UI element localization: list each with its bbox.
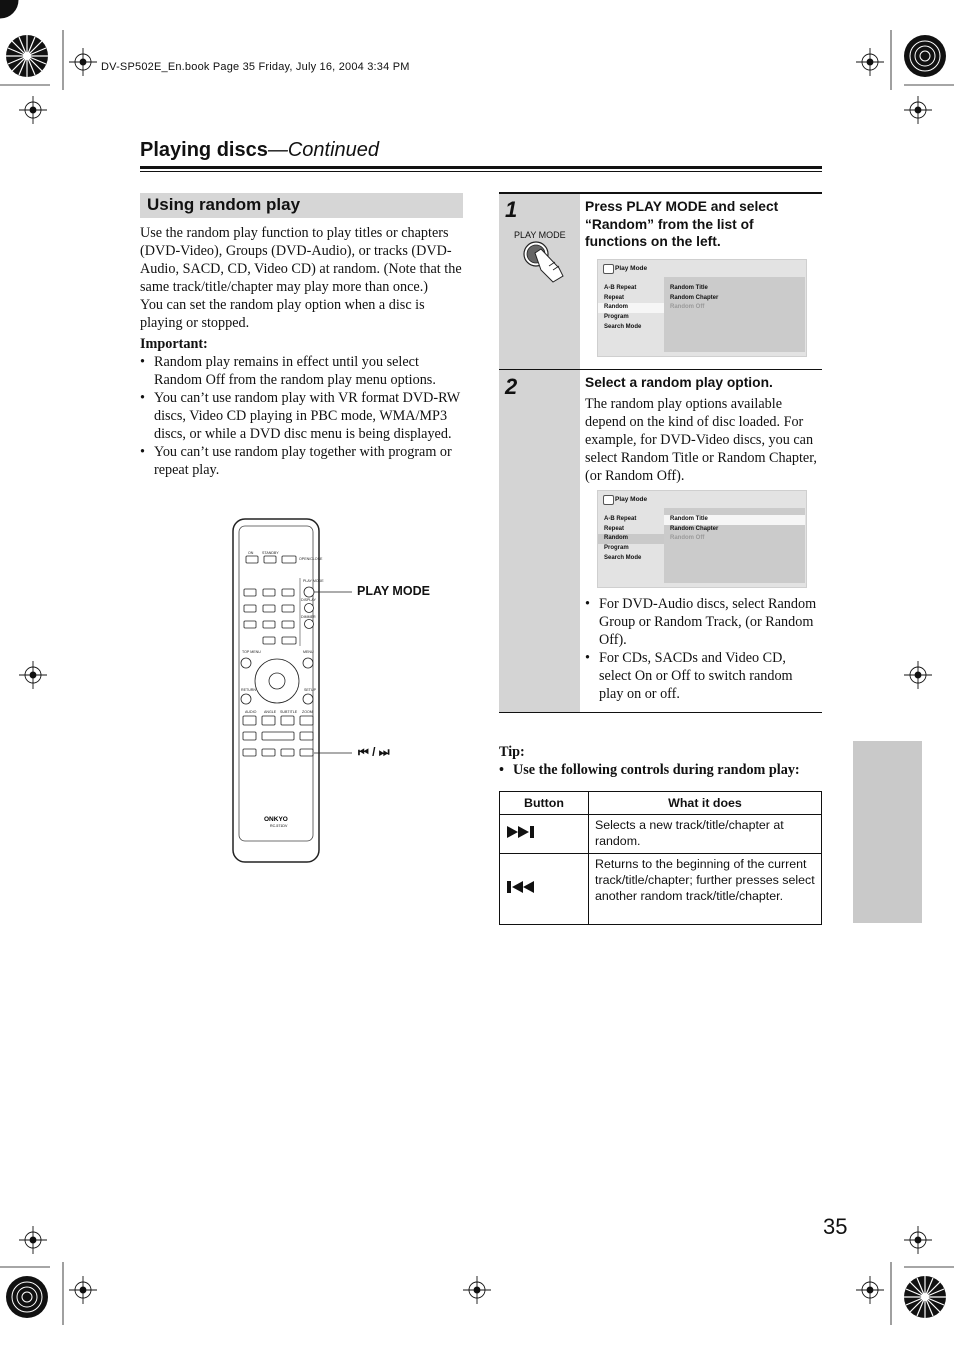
- tip-label: Tip:: [499, 744, 525, 760]
- label-return: RETURN: [241, 688, 256, 692]
- important-item: • You can’t use random play together with program or repeat play.: [140, 443, 462, 479]
- play-mode-button-label: PLAY MODE: [514, 230, 566, 240]
- label-standby: STANDBY: [262, 551, 279, 555]
- important-item: • You can’t use random play with VR format DVD-RW discs, Video CD playing in PBC mode, WMA/MP3 discs, or while a DVD disc menu is being displayed.: [140, 389, 462, 443]
- label-zoom: ZOOM: [302, 710, 313, 714]
- callout-skip-buttons: ⏮ / ⏭: [358, 745, 390, 759]
- label-menu: MENU: [303, 650, 314, 654]
- table-header-row: [500, 792, 822, 815]
- tip-list: [499, 761, 822, 779]
- remote-control-illustration: [232, 518, 432, 866]
- osd-play-mode-step2: [597, 490, 807, 588]
- osd-menu-item-selected: Random: [598, 303, 664, 313]
- label-play-mode: PLAY MODE: [303, 579, 324, 583]
- label-angle: ANGLE: [264, 710, 277, 714]
- label-audio: AUDIO: [245, 710, 257, 714]
- osd-menu-item: Repeat: [604, 294, 625, 301]
- step-2-bullet: • For CDs, SACDs and Video CD, select On or Off to switch random play on or off.: [585, 649, 819, 703]
- steps-panel: [499, 192, 822, 713]
- osd-menu-icon: [603, 264, 614, 274]
- osd-menu-item: A-B Repeat: [604, 516, 637, 522]
- section-heading-text: Using random play: [147, 195, 301, 214]
- osd-option: Random Off: [670, 535, 705, 542]
- important-list: [140, 353, 462, 479]
- page-title: [140, 139, 379, 162]
- table-cell-description: Selects a new track/title/chapter at random.: [589, 815, 822, 854]
- table-cell-button: [500, 815, 589, 854]
- controls-table: [499, 791, 822, 925]
- remote-model: RC-571DV: [270, 824, 288, 828]
- osd-menu-item: Repeat: [604, 525, 625, 532]
- osd-play-mode-step1: [597, 259, 807, 357]
- osd-menu-item: Search Mode: [604, 554, 642, 561]
- tip-bullet: • Use the following controls during random play:: [499, 761, 822, 779]
- table-row: [500, 815, 822, 854]
- label-setup: SETUP: [304, 688, 316, 692]
- label-dimmer: DIMMER: [301, 615, 316, 619]
- finger-press-icon: [519, 240, 569, 284]
- osd-menu-item-active: Random: [598, 534, 664, 544]
- step-2-bullet: • For DVD-Audio discs, select Random Group or Random Track, (or Random Off).: [585, 595, 819, 649]
- page-number: 35: [823, 1214, 848, 1239]
- steps-bottom-rule: [499, 712, 822, 713]
- osd-option: Random Off: [670, 304, 705, 311]
- label-subtitle: SUBTITLE: [280, 710, 298, 714]
- previous-chapter-icon: [506, 880, 536, 894]
- osd-title: Play Mode: [615, 265, 648, 272]
- osd-option-list: [664, 277, 805, 352]
- step-number-2: 2: [505, 374, 518, 399]
- osd-option-list: [664, 508, 805, 583]
- table-cell-description: Returns to the beginning of the current track/title/chapter; further presses select another random track/title/chapter.: [589, 854, 822, 925]
- table-row: [500, 854, 822, 925]
- osd-option: Random Chapter: [670, 294, 719, 301]
- step-2-heading: Select a random play option.: [585, 375, 773, 390]
- callout-play-mode: PLAY MODE: [357, 584, 430, 598]
- table-cell-button: [500, 854, 589, 925]
- label-open-close: OPEN/CLOSE: [299, 557, 323, 561]
- section-heading: [140, 193, 463, 218]
- thumb-tab: [853, 741, 922, 923]
- osd-function-list: [598, 284, 664, 332]
- intro-paragraph: Use the random play function to play titles or chapters (DVD-Video), Groups (DVD-Audio), or tracks (DVD-Audio, SACD, CD, Video CD) at random. (Note that the same track/title/chapter may play more than once.): [140, 225, 462, 295]
- osd-option: Random Title: [670, 285, 708, 291]
- intro-paragraph-2: You can set the random play option when a disc is playing or stopped.: [140, 297, 425, 331]
- title-rule-thin: [140, 171, 822, 172]
- step-2-bullets: [585, 595, 819, 703]
- label-display: DISPLAY: [301, 598, 316, 602]
- step-1-heading: Press PLAY MODE and select “Random” from the list of functions on the left.: [585, 199, 779, 249]
- osd-title: Play Mode: [615, 496, 648, 503]
- label-top-menu: TOP MENU: [242, 650, 261, 654]
- osd-menu-item: Program: [604, 545, 629, 552]
- osd-menu-item: Search Mode: [604, 323, 642, 330]
- osd-function-list: [598, 515, 664, 563]
- title-main: Playing discs: [140, 139, 268, 161]
- step-2-sidebar: [499, 370, 580, 712]
- remote-brand: ONKYO: [264, 816, 288, 823]
- osd-menu-item: Program: [604, 314, 629, 321]
- table-header: Button: [500, 792, 589, 815]
- next-chapter-icon: [506, 825, 536, 839]
- label-on: ON: [248, 551, 254, 555]
- book-info-line: DV-SP502E_En.book Page 35 Friday, July 16, 2004 3:34 PM: [101, 61, 410, 73]
- important-item: • Random play remains in effect until you select Random Off from the random play menu options.: [140, 353, 462, 389]
- osd-menu-item: A-B Repeat: [604, 285, 637, 291]
- osd-menu-icon: [603, 495, 614, 505]
- osd-option-selected: Random Title: [664, 515, 805, 525]
- title-rule: [140, 166, 822, 169]
- step-2-body: The random play options available depend on the kind of disc loaded. For example, for DVD-Video discs, you can select Random Title or Random Chapter, (or Random Off).: [585, 396, 817, 484]
- table-header: What it does: [589, 792, 822, 815]
- title-continued: —Continued: [267, 139, 380, 161]
- step-number-1: 1: [505, 197, 518, 222]
- osd-option: Random Chapter: [670, 525, 719, 532]
- important-label: Important:: [140, 336, 208, 352]
